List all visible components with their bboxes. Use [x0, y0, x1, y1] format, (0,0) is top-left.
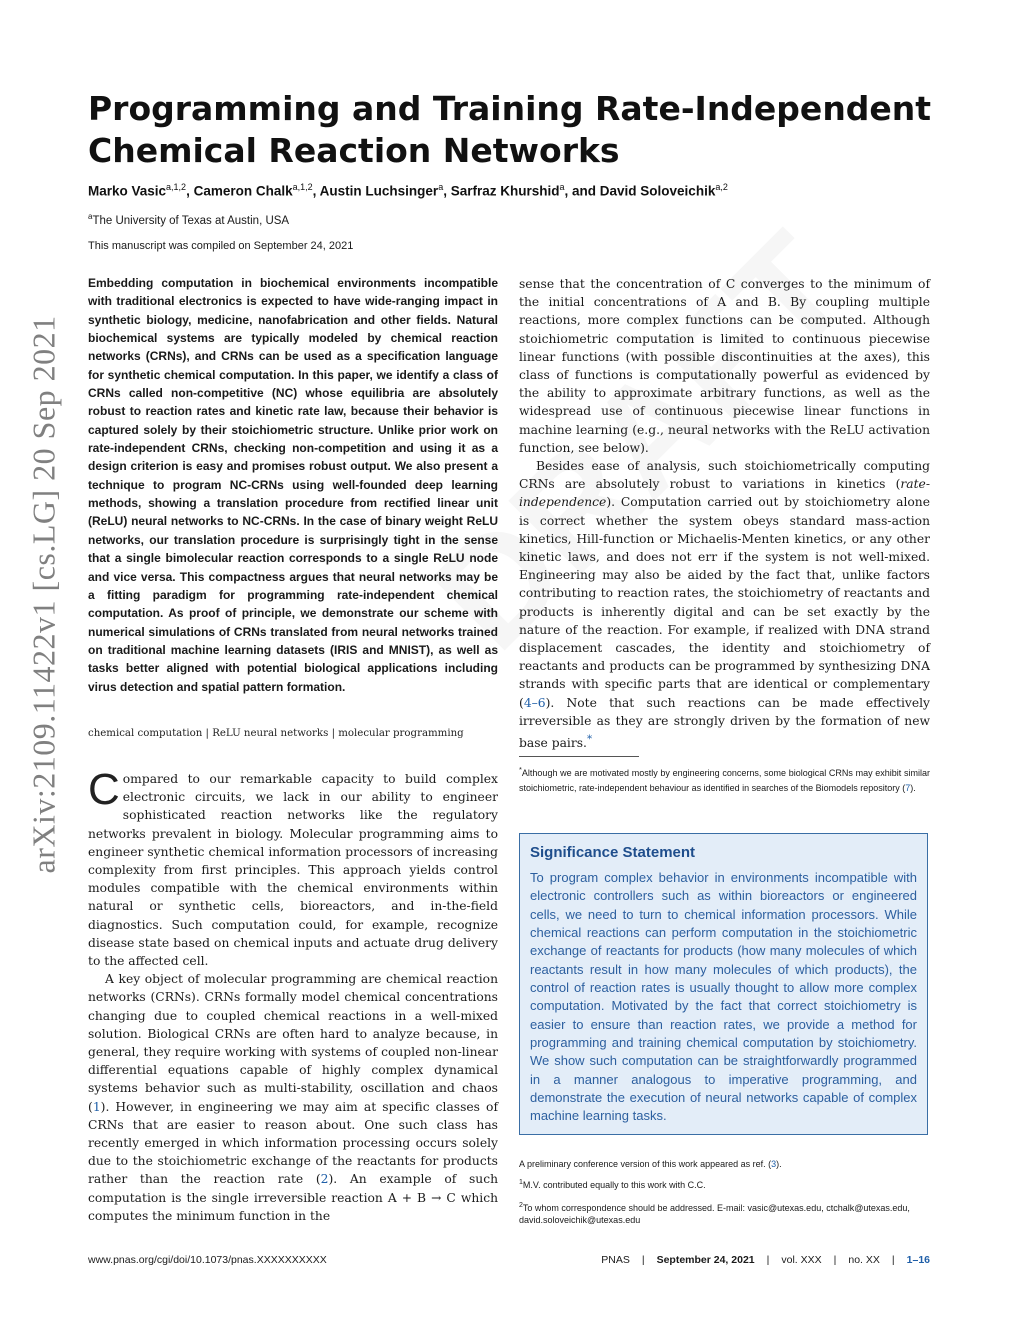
affiliation-text: The University of Texas at Austin, USA	[92, 214, 290, 227]
footer-separator: |	[766, 1254, 770, 1266]
footer-journal: PNAS	[601, 1254, 630, 1266]
footer-pages: 1–16	[906, 1254, 930, 1266]
prelim-text-end: ).	[776, 1159, 782, 1169]
author-list	[88, 182, 948, 199]
crn-paragraph	[88, 970, 498, 1225]
body-left-column	[88, 765, 498, 1225]
author-name: Sarfraz Khurshid	[450, 183, 560, 199]
citation-link[interactable]: 3	[771, 1159, 777, 1169]
paper-title: Programming and Training Rate-Independent Chemical Reaction Networks	[88, 89, 932, 170]
ri-text-a: Besides ease of analysis, such stoichiometrically computing CRNs are absolutely robust to variations in kinetics (	[519, 459, 930, 492]
footnote-divider	[519, 756, 639, 757]
prelim-text: A preliminary conference version of this work appeared as ref. (	[519, 1159, 772, 1169]
footer-volume: vol. XXX	[781, 1254, 822, 1266]
footnote-two-text: To whom correspondence should be addressed. E-mail: vasic@utexas.edu, ctchalk@utexas.edu, david.soloveichik@utexas.edu	[519, 1203, 910, 1225]
footnote-correspondence	[519, 1200, 930, 1226]
footer-number: no. XX	[848, 1254, 880, 1266]
footer-meta	[601, 1254, 930, 1266]
author-affiliation-mark: a	[559, 182, 565, 192]
footer-separator: |	[891, 1254, 895, 1266]
footer-separator: |	[833, 1254, 837, 1266]
abstract: Embedding computation in biochemical environments incompatible with traditional electronics is expected to have wide-ranging impact in synthetic biology, medicine, nanofabrication and other fields. Natural biochemical systems are typically modeled by chemical reaction networks (CRNs), and CRNs can be used as a specification language for synthetic chemical computation. In this paper, we identify a class of CRNs called non-competitive (NC) whose equilibria are absolutely robust to reaction rates and kinetic rate law, because their behavior is captured solely by their stoichiometric structure. Unlike prior work on rate-independent CRNs, checking non-competition and using it as a design criterion is easy and promises robust output. We also present a technique to program NC-CRNs using well-founded deep learning methods, showing a translation procedure from rectified linear unit (ReLU) neural networks to NC-CRNs. In the case of binary weight ReLU networks, our translation procedure is surprisingly tight in the sense that a single bimolecular reaction corresponds to a single ReLU node and vice versa. This compactness argues that neural networks may be a fitting paradigm for programming rate-independent chemical computation. As proof of principle, we demonstrate our scheme with numerical simulations of CRNs translated from neural networks trained on traditional machine learning datasets (IRIS and MNIST), as well as tasks better aligned with potential biological applications including virus detection and spatial pattern formation.	[88, 276, 498, 694]
arxiv-stamp: arXiv:2109.11422v1 [cs.LG] 20 Sep 2021	[25, 315, 62, 874]
footer-date: September 24, 2021	[656, 1254, 755, 1266]
author-separator: ,	[312, 183, 320, 199]
footer-separator: |	[641, 1254, 645, 1266]
continued-paragraph: sense that the concentration of C converges to the minimum of the initial concentrations of A and B. By coupling multiple reactions, more complex functions can be computed. Although stoichiometric computation is limited to continuous piecewise linear functions (with possible discontinuities at the axes), this class of functions is computationally powerful as evidenced by the ability to approximate arbitrary functions, as well as the widespread use of continuous piecewise linear functions in machine learning (e.g., neural networks with the ReLU activation function, see below).	[519, 277, 930, 455]
footnote-star-text: Although we are motivated mostly by engineering concerns, some biological CRNs may exhibit similar stoichiometric, rate-independent behaviour as identified in searches of the Biomodels repository (	[519, 768, 930, 793]
author-name: David Soloveichik	[599, 183, 716, 199]
citation-link[interactable]: 4–6	[523, 695, 546, 710]
intro-text: ompared to our remarkable capacity to build complex electronic circuits, we lack in our ability to engineer sophisticated reaction networks like the regulatory networks prevalent in biology. Molecular programming aims to engineer synthetic chemical information processors of increasing complexity from first principles. This approach yields control modules compatible with the chemical environments within natural or synthetic cells, bioreactors, and in-the-field diagnostics. Such computation could, for example, recognize disease state based on chemical inputs and actuate drug delivery to the affected cell.	[88, 772, 498, 969]
crn-text-b: ). However, in engineering we may aim at specific classes of CRNs that are easier to reason about. One such class has recently emerged in which information processing occurs solely due to the stoichiometric exchange of the reactants for products rather than the reaction rate (	[88, 1099, 498, 1187]
drop-cap: C	[88, 765, 120, 814]
body-right-column	[519, 275, 930, 752]
citation-link[interactable]: 2	[320, 1172, 329, 1187]
footnote-one-text: M.V. contributed equally to this work with C.C.	[522, 1180, 706, 1190]
citation-link[interactable]: 1	[92, 1099, 101, 1114]
significance-box	[519, 833, 928, 1135]
ri-emphasis: rate-independence	[519, 477, 930, 510]
author-affiliation-mark: a,1,2	[166, 182, 187, 192]
footnote-mark: 1	[519, 1179, 523, 1186]
footer-doi-link[interactable]: www.pnas.org/cgi/doi/10.1073/pnas.XXXXXXXXXX	[88, 1254, 327, 1266]
author-affiliation-mark: a,2	[715, 182, 728, 192]
intro-paragraph	[88, 765, 498, 970]
keywords: chemical computation | ReLU neural networks | molecular programming	[88, 728, 464, 739]
affiliation	[88, 212, 289, 227]
author-name: Marko Vasic	[88, 183, 167, 199]
footnote-star-link[interactable]: *	[586, 733, 593, 746]
compiled-date: This manuscript was compiled on September 24, 2021	[88, 240, 354, 252]
ri-text-c: ). Note that such reactions can be made effectively irreversible as they are strongly driven by the formation of new base pairs.	[519, 695, 930, 751]
footnote-preliminary	[519, 1158, 930, 1170]
footnote-mark: 2	[519, 1202, 523, 1209]
author-affiliation-mark: a	[438, 182, 444, 192]
author-name: Cameron Chalk	[193, 183, 293, 199]
rate-independence-paragraph	[519, 457, 930, 752]
footnote-star-text-end: ).	[910, 783, 916, 793]
author-affiliation-mark: a,1,2	[292, 182, 313, 192]
author-name: Austin Luchsinger	[319, 183, 439, 199]
significance-heading: Significance Statement	[530, 844, 696, 861]
crn-text-a: A key object of molecular programming are chemical reaction networks (CRNs). CRNs formally model chemical concentrations changing due to coupled chemical reactions in a well-mixed solution. Biological CRNs are often hard to analyze because, in general, they require working with systems of coupled non-linear differential equations capable of highly complex dynamical systems behavior such as multi-stability, oscillation and chaos (	[88, 972, 498, 1114]
author-separator: ,	[443, 183, 451, 199]
ri-text-b: ). Computation carried out by stoichiometry alone is correct whether the system obeys standard mass-action kinetics, Hill-function or Michaelis-Menten kinetics, or any other kinetic laws, and does not err if the system is not well-mixed. Engineering may also be aided by the fact that, unlike factors contributing to reaction rates, the stoichiometry of reactants and products is inherently digital and can be set exactly by the nature of the reaction. For example, if realized with DNA strand displacement cascades, the identity and stoichiometry of reactants and products can be programmed by synthesizing DNA strands with specific parts that are identical or complementary (	[519, 495, 930, 710]
author-separator: , and	[564, 183, 600, 199]
footnote-equal-contribution	[519, 1177, 930, 1191]
affiliation-mark: a	[88, 212, 93, 221]
crn-text-c: ). An example of such computation is the single irreversible reaction A + B → C which computes the minimum function in the	[88, 1172, 498, 1223]
author-separator: ,	[186, 183, 194, 199]
footnote-star	[519, 762, 930, 796]
citation-link[interactable]: 7	[905, 783, 911, 793]
footnote-star-mark: *	[519, 765, 522, 774]
significance-body: To program complex behavior in environments incompatible with electronic controllers such as within bioreactors or engineered cells, we need to turn to chemical information processors. While chemical reactions can perform computation in the stoichiometric exchange of reactants for products (how many molecules of which reactants result in how many molecules of which products), the control of reaction rates is usually thought to allow more complex computation. Motivated by the fact that correct stoichiometry is easier to ensure than reaction rates, we provide a method for programming and training chemical computation by stoichiometry. We show such computation can be straightforwardly programmed in a manner analogous to imperative programming, and demonstrate the execution of neural networks capable of complex machine learning tasks.	[530, 870, 917, 1124]
